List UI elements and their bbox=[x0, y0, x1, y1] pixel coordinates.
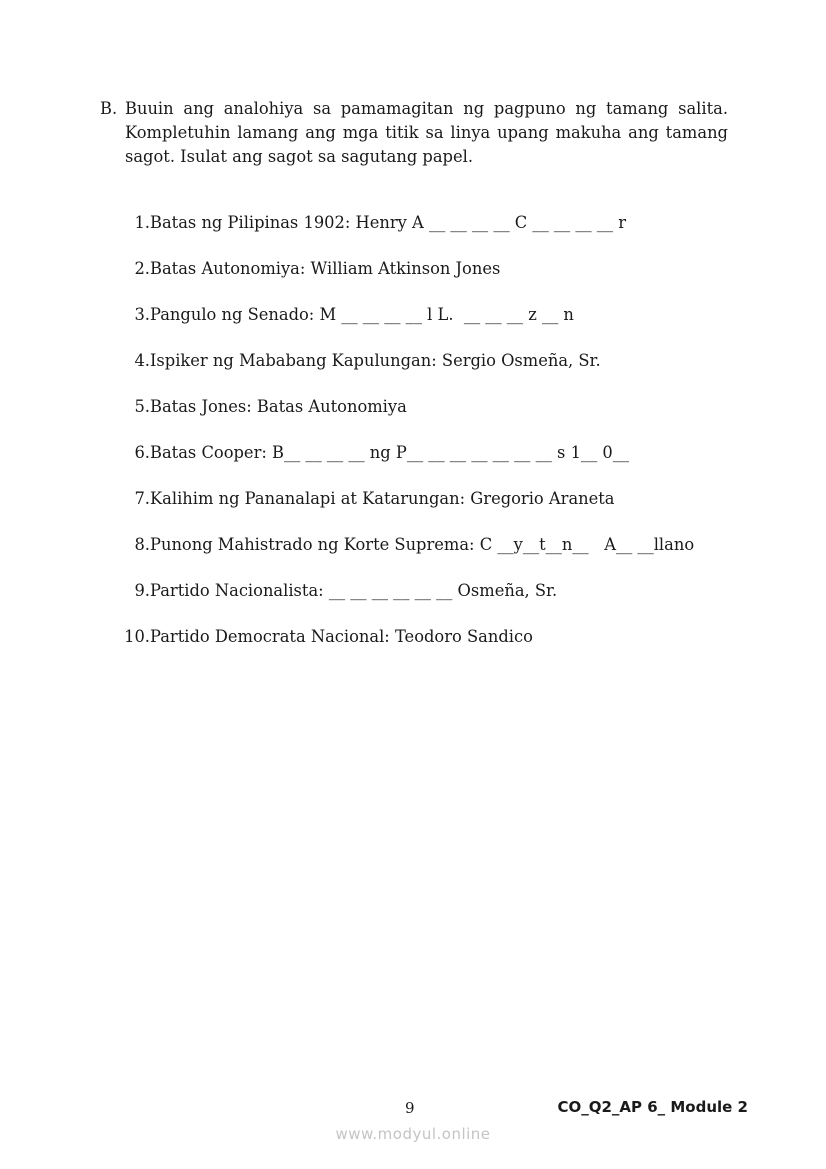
page-number: 9 bbox=[405, 1099, 415, 1117]
item-text: Pangulo ng Senado: M __ __ __ __ l L. __ __ __ z __ n bbox=[150, 305, 574, 324]
list-item bbox=[118, 211, 758, 257]
item-number: 6. bbox=[134, 443, 150, 462]
list-item bbox=[118, 303, 758, 349]
item-number: 10. bbox=[124, 627, 150, 646]
item-number: 8. bbox=[134, 535, 150, 554]
item-number: 4. bbox=[134, 351, 150, 370]
item-text: Kalihim ng Pananalapi at Katarungan: Gregorio Araneta bbox=[150, 489, 615, 508]
list-item bbox=[118, 395, 758, 441]
item-text: Partido Democrata Nacional: Teodoro Sandico bbox=[150, 627, 533, 646]
item-text: Ispiker ng Mababang Kapulungan: Sergio Osmeña, Sr. bbox=[150, 351, 601, 370]
item-text: Batas Cooper: B__ __ __ __ ng P__ __ __ __ __ __ __ s 1__ 0__ bbox=[150, 443, 630, 462]
list-item bbox=[118, 579, 758, 625]
instructions-letter: B. bbox=[100, 99, 118, 118]
item-number: 9. bbox=[134, 581, 150, 600]
item-number: 5. bbox=[134, 397, 150, 416]
item-text: Batas ng Pilipinas 1902: Henry A __ __ __ __ C __ __ __ __ r bbox=[150, 213, 627, 232]
list-item bbox=[118, 533, 758, 579]
list-item bbox=[118, 257, 758, 303]
list-item bbox=[118, 487, 758, 533]
instructions-text: Buuin ang analohiya sa pamamagitan ng pagpuno ng tamang salita. Kompletuhin lamang ang mga titik sa linya upang makuha ang tamang sagot. Isulat ang sagot sa sagutang papel. bbox=[125, 99, 728, 166]
watermark: www.modyul.online bbox=[335, 1125, 491, 1143]
item-text: Batas Jones: Batas Autonomiya bbox=[150, 397, 407, 416]
list-item bbox=[118, 441, 758, 487]
analogy-list bbox=[118, 211, 758, 671]
list-item bbox=[118, 349, 758, 395]
item-number: 7. bbox=[134, 489, 150, 508]
item-text: Batas Autonomiya: William Atkinson Jones bbox=[150, 259, 501, 278]
item-text: Punong Mahistrado ng Korte Suprema: C __y__t__n__ A__ __llano bbox=[150, 535, 695, 554]
instructions-block bbox=[100, 97, 728, 169]
list-item bbox=[118, 625, 758, 671]
module-code: CO_Q2_AP 6_ Module 2 bbox=[557, 1098, 748, 1116]
item-number: 1. bbox=[134, 213, 150, 232]
item-number: 3. bbox=[134, 305, 150, 324]
item-text: Partido Nacionalista: __ __ __ __ __ __ Osmeña, Sr. bbox=[150, 581, 558, 600]
item-number: 2. bbox=[134, 259, 150, 278]
